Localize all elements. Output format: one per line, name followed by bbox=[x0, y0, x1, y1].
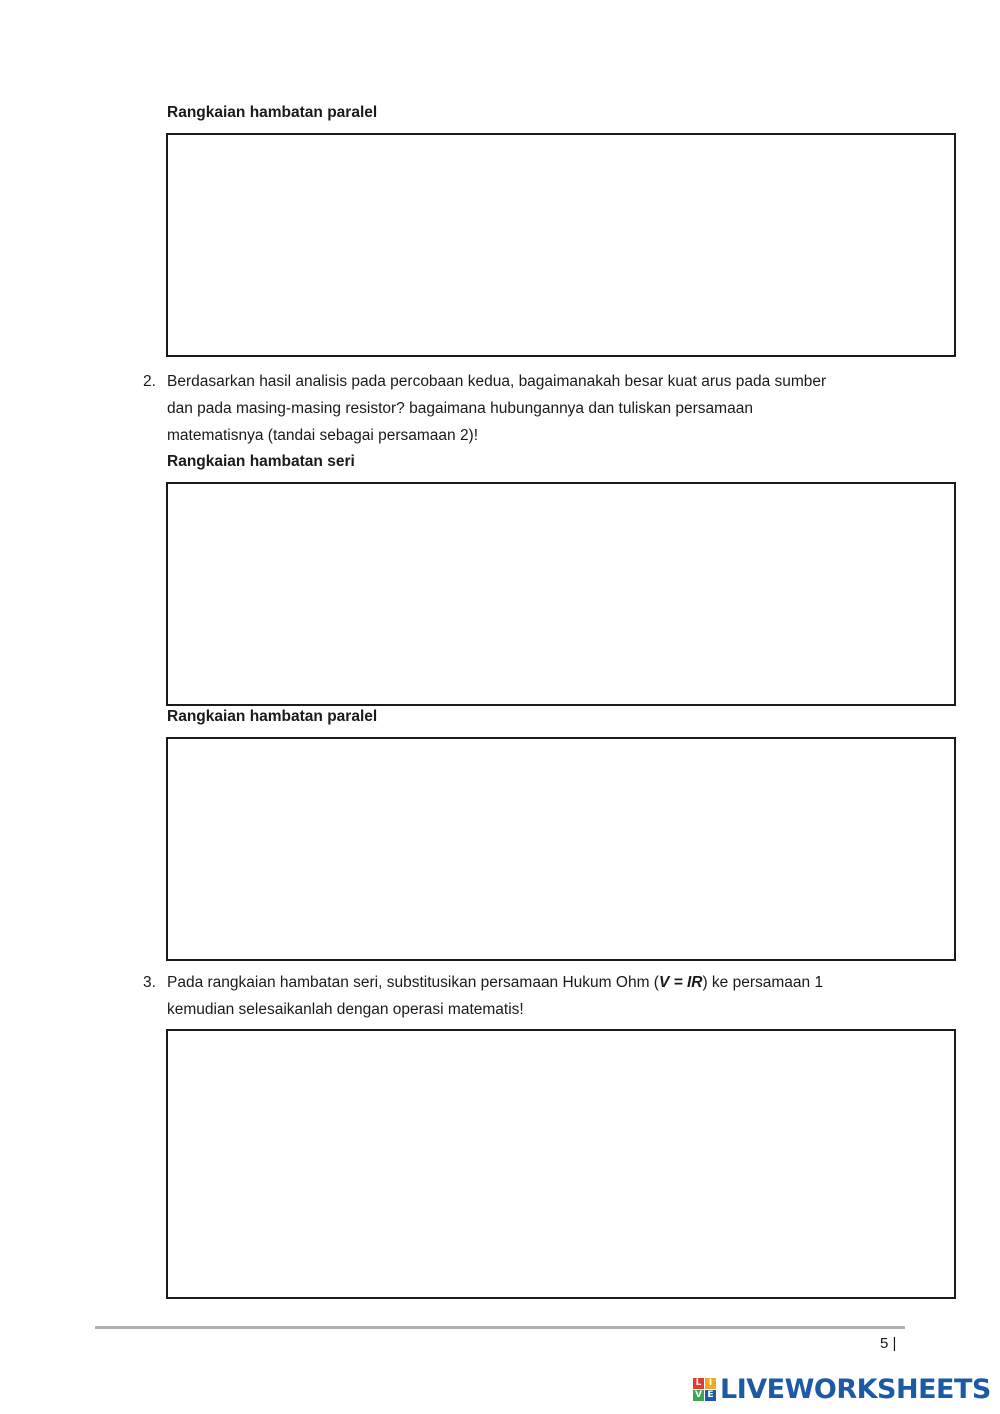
question-3-number: 3. bbox=[143, 974, 156, 991]
question-3-line-1: Pada rangkaian hambatan seri, substitusikan persamaan Hukum Ohm (V = IR) ke persamaan 1 bbox=[167, 974, 824, 991]
question-2-line-1: Berdasarkan hasil analisis pada percobaan kedua, bagaimanakah besar kuat arus pada sumber bbox=[167, 373, 827, 390]
answer-box-seri-2[interactable] bbox=[166, 482, 956, 706]
liveworksheets-logo-icon: L I V E bbox=[693, 1378, 716, 1401]
question-2-line-2: dan pada masing-masing resistor? bagaimana hubungannya dan tuliskan persamaan bbox=[167, 400, 753, 417]
question-2-text bbox=[167, 368, 897, 449]
page-number: 5 | bbox=[880, 1335, 897, 1352]
label-rangkaian-paralel-2: Rangkaian hambatan paralel bbox=[167, 708, 378, 725]
liveworksheets-logo bbox=[693, 1374, 991, 1404]
liveworksheets-logo-text: LIVEWORKSHEETS bbox=[720, 1373, 991, 1405]
answer-box-paralel-2[interactable] bbox=[166, 737, 956, 961]
question-3-text bbox=[167, 969, 897, 1023]
ohm-formula: V = IR bbox=[658, 974, 703, 991]
question-2-line-3: matematisnya (tandai sebagai persamaan 2)! bbox=[167, 427, 479, 444]
question-2-number: 2. bbox=[143, 373, 156, 390]
label-rangkaian-seri-2: Rangkaian hambatan seri bbox=[167, 453, 355, 470]
footer-divider bbox=[95, 1326, 905, 1329]
answer-box-question-3[interactable] bbox=[166, 1029, 956, 1299]
label-rangkaian-paralel-1: Rangkaian hambatan paralel bbox=[167, 104, 378, 121]
answer-box-paralel-1[interactable] bbox=[166, 133, 956, 357]
question-3-line-2: kemudian selesaikanlah dengan operasi matematis! bbox=[167, 1001, 524, 1018]
